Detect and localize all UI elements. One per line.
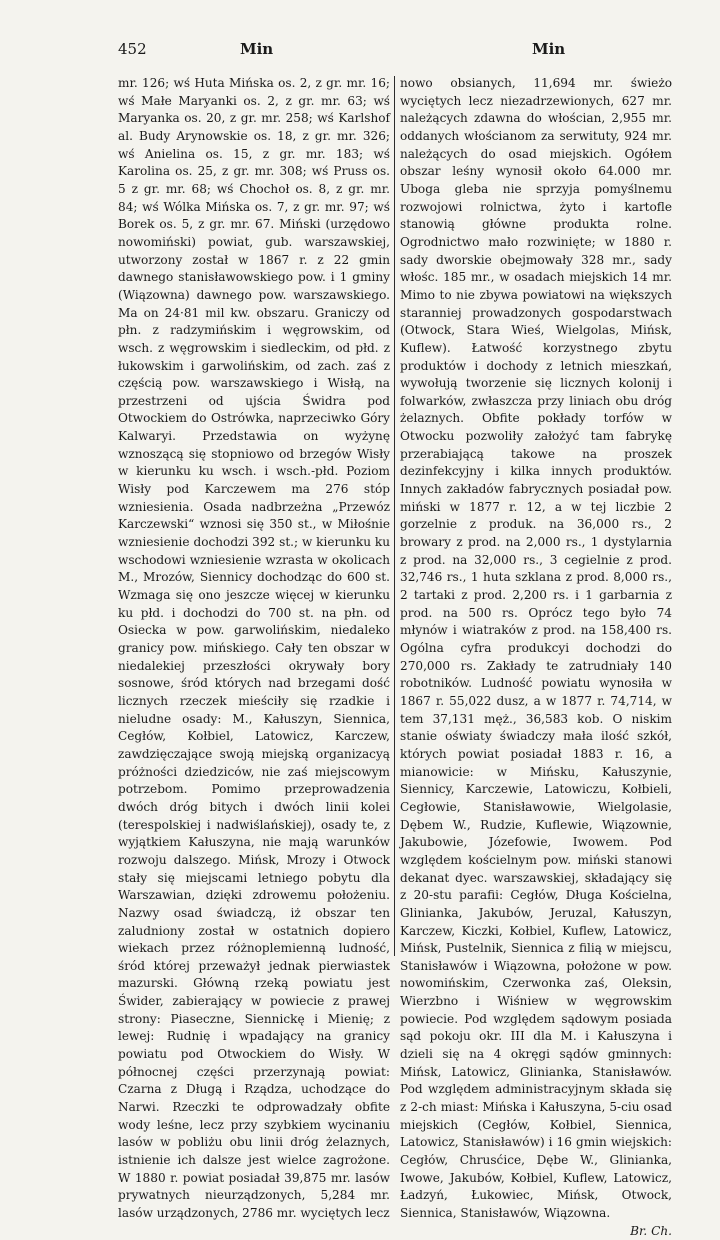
paragraph-right: nowo obsianych, 11,694 mr. świeżo wyciętych lecz niezadrzewionych, 627 mr. należących zdawna do włościan, 2,955 mr. oddanych włościanom za serwituty, 924 mr. należących do osad miejskich. Ogółem obszar leśny wynosił około 64.000 mr. Uboga gleba nie sprzyja pomyślnemu rozwojowi rolnictwa, żyto i kartofle stanowią główne produkta rolne. Ogrodnictwo mało rozwinięte; w 1880 r. sady dworskie obejmowały 328 mr., sady włośc. 185 mr., w osadach miejskich 14 mr. Mimo to nie zbywa powiatowi na większych staranniej prowadzonych gospodarstwach (Otwock, Stara Wieś, Wielgolas, Mińsk, Kuflew). Łatwość korzystnego zbytu produktów i dochody z letnich mieszkań, wywołują tworzenie się licznych kolonij i folwarków, zwłaszcza przy liniach obu dróg żelaznych. Obfite pokłady torfów w Otwocku pozwoliły założyć tam fabrykę przerabiającą takowe na proszek dezinfekcyjny i kilka innych produktów. Innych zakładów fabrycznych posiadał pow. miński w 1877 r. 12, a w tej liczbie 2 gorzelnie z produk. na 36,000 rs., 2 browary z prod. na 2,000 rs., 1 dystylarnia z prod. na 32,000 rs., 3 cegielnie z prod. 32,746 rs., 1 huta szklana z prod. 8,000 rs., 2 tartaki z prod. 2,200 rs. i 1 garbarnia z prod. na 500 rs. Oprócz tego było 74 młynów i wiatraków z prod. na 158,400 rs. Ogólna cyfra produkcyi dochodzi do 270,000 rs. Zakłady te zatrudniały 140 robotników. Ludność powiatu wynosiła w 1867 r. 55,022 dusz, a w 1877 r. 74,714, w tem 37,131 męż., 36,583 kob. O niskim stanie oświaty świadczy mała ilość szkół, których powiat posiadał 1883 r. 16, a mianowicie: w Mińsku, Kałuszynie, Siennicy, Karczewie, Latowiczu, Kołbieli, Cegłowie, Stanisławowie, Wielgolasie, Dębem W., Rudzie, Kuflewie, Wiązownie, Jakubowie, Józefowie, Iwowem. Pod względem kościelnym pow. miński stanowi dekanat dyec. warszawskiej, składający się z 20-stu parafii: Cegłów, Długa Kościelna, Glinianka, Jakubów, Jeruzal, Kałuszyn, Karczew, Kiczki, Kołbiel, Kuflew, Latowicz, Mińsk, Pustelnik, Siennica z filią w miejscu, Stanisławów i Wiązowna, położone w pow. nowomińskim, Czerwonka zaś, Oleksin, Wierzbno i Wiśniew w węgrowskim powiecie. Pod względem sądowym posiada sąd pokoju okr. III dla M. i Kałuszyna i dzieli się na 4 okręgi sądów gminnych: Mińsk, Latowicz, Glinianka, Stanisławów. Pod względem administracyjnym składa się z 2-ch miast: Mińska i Kałuszyna, 5-ciu osad miejskich (Cegłów, Kołbiel, Siennica, Latowicz, Stanisławów) i 16 gmin wiejskich: Cegłów, Chrusćice, Dębe W., Glinianka, Iwowe, Jakubów, Kołbiel, Kuflew, Latowicz, Ładzyń, Łukowiec, Mińsk, Otwock, Siennica, Stanisławów, Wiązowna. bbox=[400, 76, 672, 1220]
page-number: 452 bbox=[118, 40, 147, 58]
page-header bbox=[0, 40, 720, 62]
text-column-left bbox=[118, 75, 390, 1223]
running-head-right: Min bbox=[532, 40, 566, 58]
author-signature: Br. Ch. bbox=[630, 1223, 672, 1238]
column-divider bbox=[394, 76, 395, 956]
running-head-left: Min bbox=[240, 40, 274, 58]
text-column-right bbox=[400, 75, 672, 1240]
paragraph-left: mr. 126; wś Huta Mińska os. 2, z gr. mr. 16; wś Małe Maryanki os. 2, z gr. mr. 63; wś Maryanka os. 20, z gr. mr. 258; wś Karlshof al. Budy Arynowskie os. 18, z gr. mr. 326; wś Anielina os. 15, z gr. mr. 183; wś Karolina os. 25, z gr. mr. 308; wś Pruss os. 5 z gr. mr. 68; wś Chochoł os. 8, z gr. mr. 84; wś Wólka Mińska os. 7, z gr. mr. 97; wś Borek os. 5, z gr. mr. 67. Miński (urzędowo nowomiński) powiat, gub. warszawskiej, utworzony został w 1867 r. z 22 gmin dawnego stanisławowskiego pow. i 1 gminy (Wiązowna) dawnego pow. warszawskiego. Ma on 24·81 mil kw. obszaru. Graniczy od płn. z radzymińskim i węgrowskim, od wsch. z węgrowskim i siedleckim, od płd. z łukowskim i garwolińskim, od zach. zaś z częścią pow. warszawskiego i Wisłą, na przestrzeni od ujścia Świdra pod Otwockiem do Ostrówka, naprzeciwko Góry Kalwaryi. Przedstawia on wyżynę wznoszącą się stopniowo od brzegów Wisły w kierunku ku wsch. i wsch.-płd. Poziom Wisły pod Karczewem ma 276 stóp wzniesienia. Osada nadbrzeżna „Przewóz Karczewski“ wznosi się 350 st., w Miłośnie wzniesienie dochodzi 392 st.; w kierunku ku wschodowi wzniesienie wzrasta w okolicach M., Mrozów, Siennicy dochodząc do 600 st. Wzmaga się ono jeszcze więcej w kierunku ku płd. i dochodzi do 700 st. na płn. od Osiecka w pow. garwolińskim, niedaleko granicy pow. mińskiego. Cały ten obszar w niedalekiej przeszłości okrywały bory sosnowe, śród których nad brzegami dość licznych rzeczek mieściły się rzadkie i nieludne osady: M., Kałuszyn, Siennica, Cegłów, Kołbiel, Latowicz, Karczew, zawdzięczające swoją miejską organizacyą próżności dziedziców, nie zaś miejscowym potrzebom. Pomimo przeprowadzenia dwóch dróg bitych i dwóch linii kolei (terespolskiej i nadwiślańskiej), osady te, z wyjątkiem Kałuszyna, nie mają warunków rozwoju dalszego. Mińsk, Mrozy i Otwock stały się miejscami letniego pobytu dla Warszawian, dzięki zdrowemu położeniu. Nazwy osad świadczą, iż obszar ten zaludniony został w ostatnich dopiero wiekach przez różnoplemienną ludność, śród której przeważył jednak pierwiastek mazurski. Główną rzeką powiatu jest Świder, zabierający w powiecie z prawej strony: Piaseczne, Siennickę i Mienię; z lewej: Rudnię i wpadający na granicy powiatu pod Otwockiem do Wisły. W północnej części przerzynają powiat: Czarna z Długą i Rządza, uchodzące do Narwi. Rzeczki te odprowadzały obfite wody leśne, lecz przy szybkiem wycinaniu lasów w pobliżu obu linii dróg żelaznych, istnienie ich dalsze jest wielce zagrożone. W 1880 r. powiat posiadał 39,875 mr. lasów prywatnych nieurządzonych, 5,284 mr. lasów urządzonych, 2786 mr. wyciętych lecz bbox=[118, 76, 390, 1220]
